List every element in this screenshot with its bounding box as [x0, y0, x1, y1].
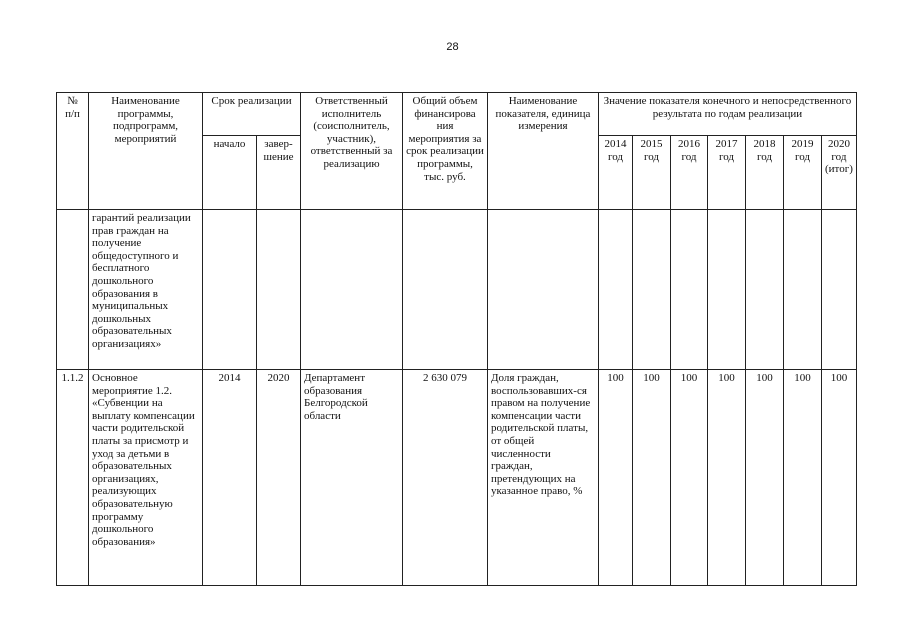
table-row — [57, 370, 857, 586]
page-number: 28 — [446, 41, 459, 53]
header-funding: Общий объем финансирова ния мероприятия за срок реализации программы, тыс. руб. — [403, 93, 488, 210]
header-name: Наименование программы, подпрограмм, мероприятий — [89, 93, 203, 210]
cell-num — [57, 210, 89, 370]
header-year-2014: 2014 год — [599, 136, 633, 210]
program-table — [56, 92, 857, 586]
header-year-2020: 2020 год (итог) — [822, 136, 857, 210]
header-year-2018: 2018 год — [746, 136, 784, 210]
cell-num: 1.1.2 — [57, 370, 89, 586]
header-executor: Ответственный исполнитель (соисполнитель, участник), ответственный за реализацию — [301, 93, 403, 210]
header-row-1 — [57, 93, 857, 136]
cell-value-2019: 100 — [784, 370, 822, 586]
cell-value-2014: 100 — [599, 370, 633, 586]
cell-name: гарантий реализации прав граждан на получение общедоступного и бесплатного дошкольного образования в муниципальных дошкольных образовательных организациях» — [89, 210, 203, 370]
cell-end: 2020 — [257, 370, 301, 586]
header-period: Срок реализации — [203, 93, 301, 136]
cell-value-2018: 100 — [746, 370, 784, 586]
header-year-2016: 2016 год — [671, 136, 708, 210]
cell-name: Основное мероприятие 1.2. «Субвенции на выплату компенсации части родительской платы за присмотр и уход за детьми в образовательных организациях, реализующих образовательную программу дошкольного образования» — [89, 370, 203, 586]
cell-value-2020: 100 — [822, 370, 857, 586]
cell-value-2016: 100 — [671, 370, 708, 586]
header-year-2017: 2017 год — [708, 136, 746, 210]
header-num: № п/п — [57, 93, 89, 210]
header-period-end: завер- шение — [257, 136, 301, 210]
header-year-2015: 2015 год — [633, 136, 671, 210]
cell-executor: Департамент образования Белгородской области — [301, 370, 403, 586]
cell-start: 2014 — [203, 370, 257, 586]
cell-funding: 2 630 079 — [403, 370, 488, 586]
header-period-start: начало — [203, 136, 257, 210]
header-year-2019: 2019 год — [784, 136, 822, 210]
header-values-group: Значение показателя конечного и непосредственного результата по годам реализации — [599, 93, 857, 136]
table-row — [57, 210, 857, 370]
cell-value-2015: 100 — [633, 370, 671, 586]
cell-value-2017: 100 — [708, 370, 746, 586]
header-indicator: Наименование показателя, единица измерения — [488, 93, 599, 210]
cell-indicator: Доля граждан, воспользовавших-ся правом на получение компенсации части родительской платы, от общей численности граждан, претендующих на указанное право, % — [488, 370, 599, 586]
